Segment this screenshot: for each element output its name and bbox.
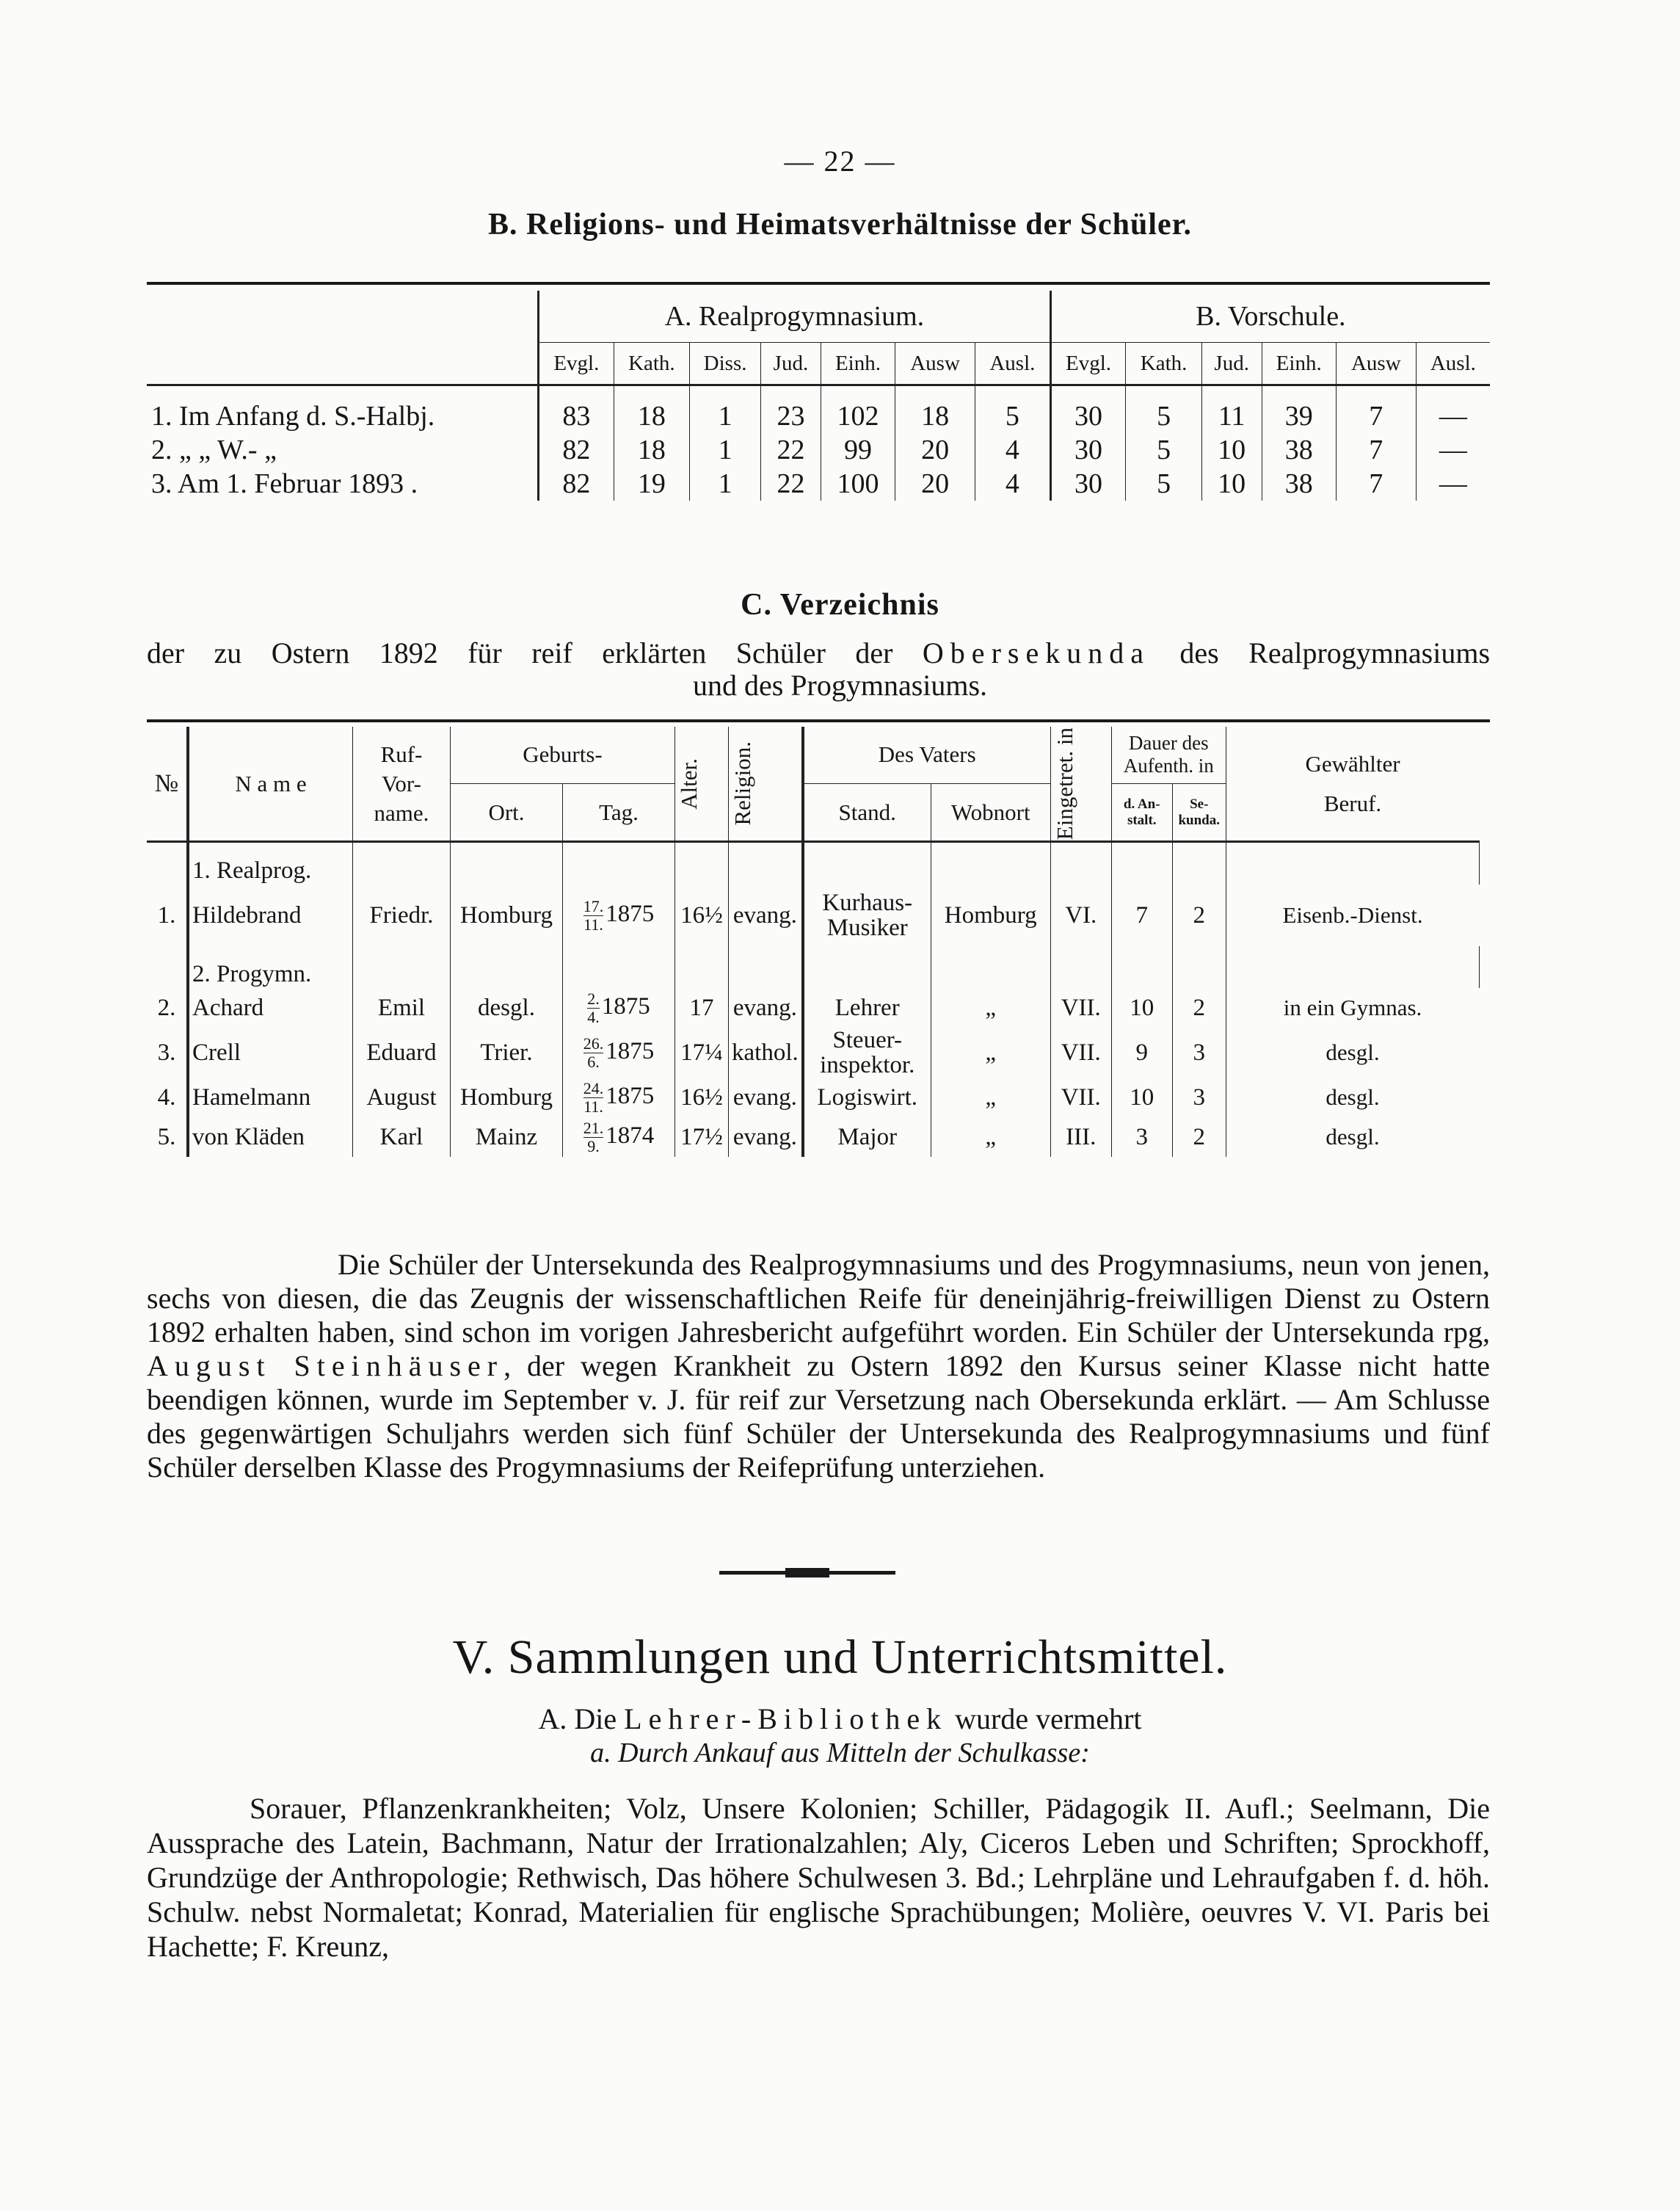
table-row <box>147 433 1490 467</box>
empty-cell <box>729 842 803 885</box>
row-tag <box>563 988 675 1028</box>
empty-cell <box>1172 946 1226 988</box>
alter-label: Alter. <box>676 758 702 810</box>
row-sekunda: 2 <box>1172 1117 1226 1157</box>
birth-year: 1875 <box>606 1082 655 1109</box>
table-cell: 23 <box>761 385 821 434</box>
table-row <box>147 467 1490 501</box>
row-wohnort: Homburg <box>931 885 1050 946</box>
section-c-subtitle-line1 <box>147 636 1490 670</box>
group-vorschule: B. Vorschule. <box>1050 291 1490 343</box>
row-label: 3. Am 1. Februar 1893 . <box>147 467 539 501</box>
row-ort: Homburg <box>451 885 563 946</box>
row-rufname: Friedr. <box>353 885 451 946</box>
col-header: Ausl. <box>1416 343 1490 385</box>
row-anstalt: 3 <box>1111 1117 1172 1157</box>
birth-year: 1875 <box>606 1037 655 1064</box>
birth-month: 11. <box>583 1097 603 1116</box>
paragraph-spaced-name: August Steinhäuser <box>147 1349 504 1382</box>
table-cell: — <box>1416 385 1490 434</box>
paragraph-part2: , der wegen Krankheit zu Ostern 1892 den Kursus seiner Klasse nicht hatte beendigen können, wurde im September v. J. für reif zur Versetzung nach Obersekunda erklärt. — Am Schlusse des gegenwärtigen Schuljahrs werden sich fünf Schüler der Untersekunda des Realprogymnasiums und fünf Schüler derselben Klasse des Progymnasiums der Reifeprüfung unterziehen. <box>147 1349 1491 1484</box>
row-anstalt: 9 <box>1111 1028 1172 1078</box>
row-sekunda: 2 <box>1172 885 1226 946</box>
table-cell: 10 <box>1201 467 1262 501</box>
row-nr: 3. <box>157 1039 176 1066</box>
table-cell: 102 <box>821 385 895 434</box>
table-cell: 4 <box>975 467 1051 501</box>
row-sekunda: 3 <box>1172 1078 1226 1117</box>
row-rufname: Karl <box>353 1117 451 1157</box>
empty-cell <box>803 842 931 885</box>
birth-year: 1874 <box>606 1122 655 1149</box>
table-cell: 4 <box>975 433 1051 467</box>
table-cell: 38 <box>1262 433 1336 467</box>
empty-cell <box>1111 842 1172 885</box>
row-anstalt: 10 <box>1111 988 1172 1028</box>
col-header: Jud. <box>1201 343 1262 385</box>
table-cell: — <box>1416 467 1490 501</box>
row-religion: evang. <box>729 988 803 1028</box>
row-stand: Major <box>803 1117 931 1157</box>
row-religion: evang. <box>729 1078 803 1117</box>
col-wohnort: Wobnort <box>931 783 1050 841</box>
empty-cell <box>451 946 563 988</box>
eingetreten-label: Eingetret. in <box>1051 727 1077 841</box>
birth-month: 9. <box>587 1136 600 1155</box>
table-cell: 39 <box>1262 385 1336 434</box>
empty-cell <box>1111 946 1172 988</box>
row-nr: 4. <box>157 1083 176 1111</box>
group-nr-cell <box>147 946 188 988</box>
table-row <box>147 385 1490 434</box>
row-tag <box>563 1028 675 1078</box>
row-stand: Logiswirt. <box>803 1078 931 1117</box>
row-wohnort: „ <box>931 1028 1050 1078</box>
row-eingetreten: III. <box>1050 1117 1111 1157</box>
subtitle-obersekunda: Obersekunda <box>922 636 1150 669</box>
birth-day: 17. <box>583 896 604 915</box>
row-name: Achard <box>188 988 353 1028</box>
empty-cell <box>353 946 451 988</box>
row-alter: 17 <box>675 988 729 1028</box>
table-cell: 18 <box>614 385 689 434</box>
col-tag: Tag. <box>563 783 675 841</box>
empty-cell <box>451 842 563 885</box>
row-name: von Kläden <box>188 1117 353 1157</box>
col-dauer: Dauer des Aufenth. in <box>1111 727 1226 783</box>
table-cell: 5 <box>975 385 1051 434</box>
birth-day: 26. <box>583 1034 604 1053</box>
row-alter: 16½ <box>675 1078 729 1117</box>
birth-day: 21. <box>583 1118 604 1137</box>
beruf-line1: Gewählter <box>1305 750 1400 777</box>
col-header: Einh. <box>1262 343 1336 385</box>
table-cell: 22 <box>761 467 821 501</box>
empty-cell <box>563 842 675 885</box>
table-cell: 82 <box>539 467 614 501</box>
table-cell: 10 <box>1201 433 1262 467</box>
table-cell: 1 <box>690 385 761 434</box>
col-header: Jud. <box>761 343 821 385</box>
empty-cell <box>675 842 729 885</box>
col-header: Ausw <box>1336 343 1416 385</box>
birth-month: 6. <box>587 1052 600 1071</box>
birth-year: 1875 <box>601 992 650 1020</box>
table-cell: 99 <box>821 433 895 467</box>
birth-month: 11. <box>583 915 603 934</box>
rufname-line3: name. <box>374 799 429 826</box>
page-number: — 22 — <box>784 145 896 178</box>
col-header: Ausw <box>895 343 975 385</box>
row-stand: Kurhaus- Musiker <box>803 885 931 946</box>
col-ort: Ort. <box>451 783 563 841</box>
row-rufname: Eduard <box>353 1028 451 1078</box>
col-header: Evgl. <box>1050 343 1126 385</box>
row-alter: 17¼ <box>675 1028 729 1078</box>
table-cell: 1 <box>690 467 761 501</box>
table-cell: 38 <box>1262 467 1336 501</box>
empty-cell <box>353 842 451 885</box>
subtitle-bibliothek: Lehrer-Bibliothek <box>624 1702 948 1735</box>
col-eingetreten <box>1050 727 1111 842</box>
birth-date-fraction <box>583 1035 604 1071</box>
table-cell: 30 <box>1050 433 1126 467</box>
row-ort: Trier. <box>451 1028 563 1078</box>
section-divider-center <box>785 1568 829 1578</box>
paragraph-part1: Die Schüler der Untersekunda des Realprogymnasiums und des Progymnasiums, neun von jenen, sechs von diesen, die das Zeugnis der wissenschaftlichen Reife für deneinjährig-freiwilligen Dienst zu Ostern 1892 erhalten haben, sind schon im vorigen Jahresbericht aufgeführt worden. Ein Schüler der Untersekunda rpg, <box>147 1248 1490 1348</box>
empty-cell <box>1226 946 1479 988</box>
table-cell: 5 <box>1126 385 1201 434</box>
beruf-line2: Beruf. <box>1323 790 1382 816</box>
empty-cell <box>1050 946 1111 988</box>
table-cell: — <box>1416 433 1490 467</box>
table-cell: 7 <box>1336 385 1416 434</box>
row-wohnort: „ <box>931 988 1050 1028</box>
empty-cell <box>1050 842 1111 885</box>
table-b-corner <box>147 291 539 385</box>
col-header: Einh. <box>821 343 895 385</box>
row-label: 1. Im Anfang d. S.-Halbj. <box>147 385 539 434</box>
row-rufname: Emil <box>353 988 451 1028</box>
col-nr: № <box>147 727 188 842</box>
row-beruf: desgl. <box>1226 1028 1479 1078</box>
empty-cell <box>1172 842 1226 885</box>
table-cell: 5 <box>1126 433 1201 467</box>
row-eingetreten: VI. <box>1050 885 1111 946</box>
group-row-progymn <box>147 946 1490 988</box>
group-label: 2. Progymn. <box>188 946 353 988</box>
table-cell: 20 <box>895 433 975 467</box>
col-beruf <box>1226 727 1479 842</box>
table-b-body <box>147 385 1490 501</box>
empty-cell <box>1226 842 1479 885</box>
birth-day: 24. <box>583 1078 604 1097</box>
birth-day: 2. <box>587 989 600 1008</box>
table-cell: 5 <box>1126 467 1201 501</box>
table-cell: 18 <box>614 433 689 467</box>
col-alter <box>675 727 729 842</box>
row-eingetreten: VII. <box>1050 988 1111 1028</box>
group-row-realprog <box>147 842 1490 885</box>
table-row <box>147 885 1490 946</box>
literature-list: Sorauer, Pflanzenkrankheiten; Volz, Unsere Kolonien; Schiller, Pädagogik II. Aufl.; Seelmann, Die Aussprache des Latein, Bachmann, Natur der Irrationalzahlen; Aly, Ciceros Leben und Schriften; Sprockhoff, Grundzüge der Anthropologie; Rethwisch, Das höhere Schulwesen 3. Bd.; Lehrpläne und Lehraufgaben f. d. höh. Schulw. nebst Normaletat; Konrad, Materialien für englische Sprachübungen; Molière, oeuvres V. VI. Paris bei Hachette; F. Kreunz, <box>147 1792 1490 1963</box>
row-beruf: desgl. <box>1226 1078 1479 1117</box>
row-wohnort: „ <box>931 1078 1050 1117</box>
empty-cell <box>675 946 729 988</box>
religion-table <box>147 291 1490 501</box>
table-cell: 7 <box>1336 433 1416 467</box>
row-stand: Lehrer <box>803 988 931 1028</box>
row-eingetreten: VII. <box>1050 1028 1111 1078</box>
table-row <box>147 1028 1490 1078</box>
table-row <box>147 988 1490 1028</box>
section-v-sub-a: a. Durch Ankauf aus Mitteln der Schulkasse: <box>590 1738 1090 1768</box>
row-nr: 2. <box>157 994 176 1021</box>
table-cell: 100 <box>821 467 895 501</box>
row-sekunda: 2 <box>1172 988 1226 1028</box>
table-cell: 30 <box>1050 385 1126 434</box>
row-ort: Homburg <box>451 1078 563 1117</box>
row-name: Crell <box>188 1028 353 1078</box>
section-v-title: V. Sammlungen und Unterrichtsmittel. <box>452 1630 1228 1684</box>
empty-cell <box>563 946 675 988</box>
col-anstalt: d. An- stalt. <box>1111 783 1172 841</box>
birth-year: 1875 <box>606 900 655 927</box>
table-cell: 11 <box>1201 385 1262 434</box>
subtitle-text: der zu Ostern 1892 für reif erklärten Schüler der <box>147 636 893 669</box>
table-cell: 18 <box>895 385 975 434</box>
group-nr-cell <box>147 842 188 885</box>
row-rufname: August <box>353 1078 451 1117</box>
section-c-subtitle-line2: und des Progymnasiums. <box>692 669 988 702</box>
row-beruf: in ein Gymnas. <box>1226 988 1479 1028</box>
col-header: Ausl. <box>975 343 1051 385</box>
empty-cell <box>1479 842 1490 885</box>
row-tag <box>563 1078 675 1117</box>
table-cell: 1 <box>690 433 761 467</box>
birth-date-fraction <box>583 898 604 934</box>
empty-cell <box>1479 946 1490 988</box>
col-name: N a m e <box>188 727 353 842</box>
row-beruf: Eisenb.-Dienst. <box>1226 885 1479 946</box>
birth-date-fraction <box>587 990 600 1026</box>
col-header: Kath. <box>614 343 689 385</box>
row-religion: evang. <box>729 1117 803 1157</box>
section-b-title: B. Religions- und Heimatsverhältnisse der Schüler. <box>488 208 1192 242</box>
table-cell: 22 <box>761 433 821 467</box>
rufname-line1: Ruf- <box>380 741 423 767</box>
empty-cell <box>931 946 1050 988</box>
group-realprogymnasium: A. Realprogymnasium. <box>539 291 1051 343</box>
table-row <box>147 1117 1490 1157</box>
birth-date-fraction <box>583 1119 604 1155</box>
col-religion <box>729 727 803 842</box>
col-vaters: Des Vaters <box>803 727 1051 783</box>
subtitle-suffix: wurde vermehrt <box>955 1702 1142 1735</box>
birth-month: 4. <box>587 1007 600 1026</box>
row-eingetreten: VII. <box>1050 1078 1111 1117</box>
table-c-body <box>147 842 1490 1158</box>
birth-date-fraction <box>583 1080 604 1116</box>
empty-cell <box>729 946 803 988</box>
table-cell: 83 <box>539 385 614 434</box>
col-header: Diss. <box>690 343 761 385</box>
row-nr: 1. <box>157 901 176 929</box>
religion-label: Religion. <box>730 741 755 826</box>
show-through-texture <box>169 242 176 277</box>
empty-cell <box>931 842 1050 885</box>
row-wohnort: „ <box>931 1117 1050 1157</box>
subtitle-text-end: des Realprogymnasiums <box>1179 636 1491 669</box>
row-tag <box>563 885 675 946</box>
table-cell: 20 <box>895 467 975 501</box>
col-geburts: Geburts- <box>451 727 675 783</box>
table-c-top-rule <box>147 719 1490 722</box>
row-religion: kathol. <box>729 1028 803 1078</box>
subtitle-prefix: A. Die <box>538 1702 617 1735</box>
row-name: Hildebrand <box>188 885 353 946</box>
row-name: Hamelmann <box>188 1078 353 1117</box>
table-cell: 30 <box>1050 467 1126 501</box>
row-ort: Mainz <box>451 1117 563 1157</box>
col-stand: Stand. <box>803 783 931 841</box>
section-c-title: C. Verzeichnis <box>741 588 939 622</box>
row-alter: 16½ <box>675 885 729 946</box>
empty-cell <box>803 946 931 988</box>
col-sekunda: Se- kunda. <box>1172 783 1226 841</box>
rufname-line2: Vor- <box>382 770 421 796</box>
row-sekunda: 3 <box>1172 1028 1226 1078</box>
row-anstalt: 7 <box>1111 885 1172 946</box>
row-label: 2. „ „ W.- „ <box>147 433 539 467</box>
row-anstalt: 10 <box>1111 1078 1172 1117</box>
row-ort: desgl. <box>451 988 563 1028</box>
row-nr: 5. <box>157 1123 176 1150</box>
table-b-top-rule <box>147 282 1490 285</box>
group-label: 1. Realprog. <box>188 842 353 885</box>
row-religion: evang. <box>729 885 803 946</box>
graduates-paragraph <box>147 1248 1490 1484</box>
row-tag <box>563 1117 675 1157</box>
col-header: Kath. <box>1126 343 1201 385</box>
row-stand: Steuer- inspektor. <box>803 1028 931 1078</box>
graduates-table <box>147 727 1490 1157</box>
col-rufname <box>353 727 451 842</box>
row-alter: 17½ <box>675 1117 729 1157</box>
section-v-subtitle <box>0 1702 1680 1736</box>
table-cell: 7 <box>1336 467 1416 501</box>
table-row <box>147 1078 1490 1117</box>
row-beruf: desgl. <box>1226 1117 1479 1157</box>
col-header: Evgl. <box>539 343 614 385</box>
table-cell: 82 <box>539 433 614 467</box>
table-cell: 19 <box>614 467 689 501</box>
